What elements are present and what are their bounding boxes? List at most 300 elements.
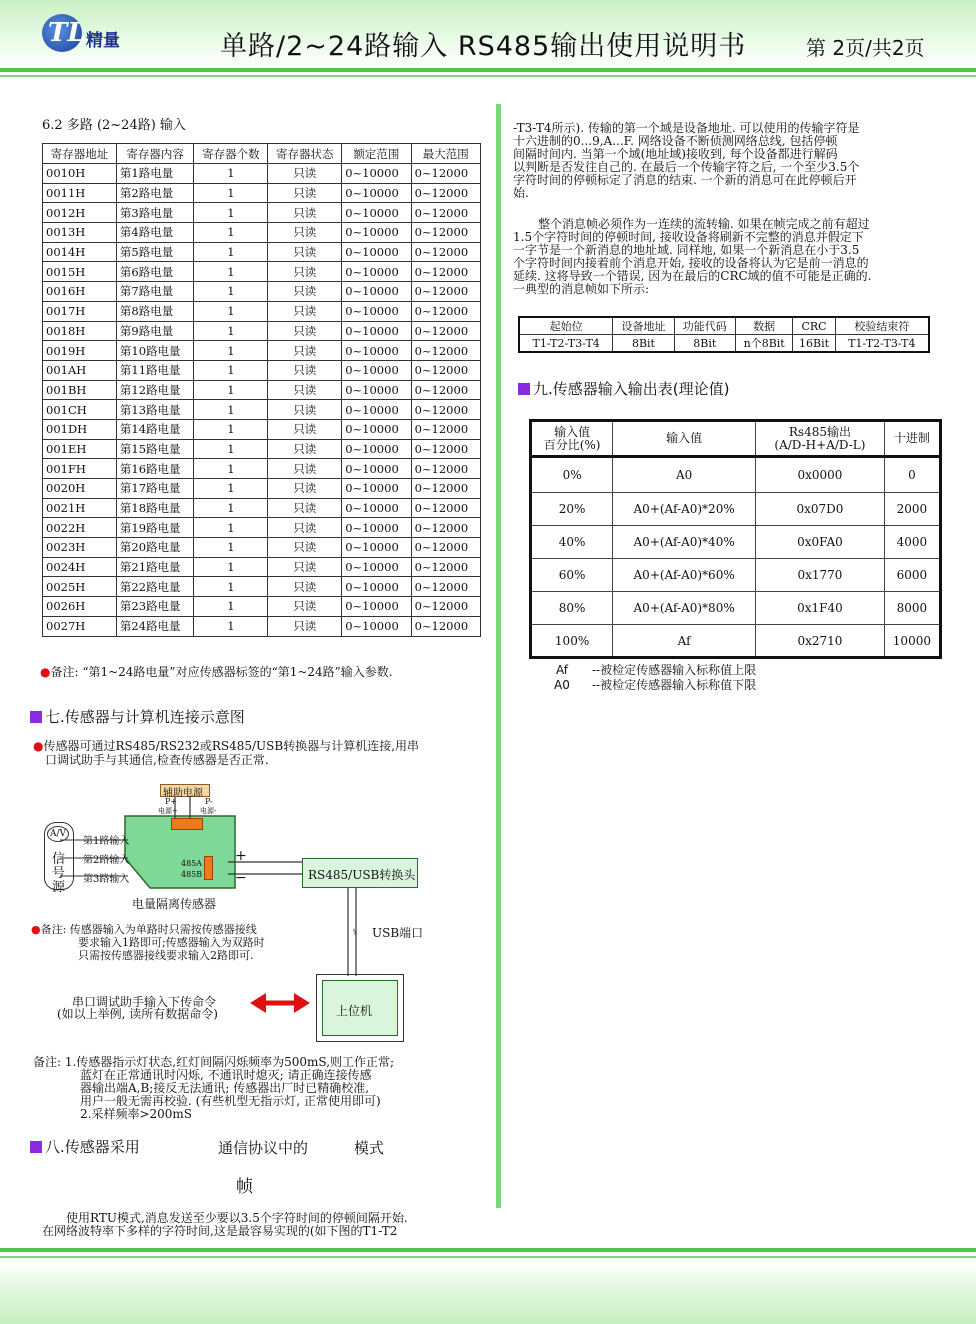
register-col-header: 寄存器状态 bbox=[268, 144, 342, 164]
para2-line3: 一字节是一个新消息的地址域. 同样地, 如果一个新消息在小于3.5 bbox=[513, 243, 860, 257]
register-cell: 第15路电量 bbox=[116, 439, 194, 459]
section-8-title: 八.传感器采用 bbox=[30, 1136, 140, 1157]
register-cell: 001CH bbox=[43, 400, 117, 420]
conversion-row bbox=[531, 625, 941, 658]
conversion-cell: 8000 bbox=[884, 592, 940, 625]
io-conversion-table bbox=[529, 419, 942, 659]
register-col-header: 最大范围 bbox=[411, 144, 480, 164]
register-cell: 1 bbox=[194, 282, 268, 302]
register-cell: 0015H bbox=[43, 262, 117, 282]
register-cell: 0019H bbox=[43, 341, 117, 361]
logo-icon: TL bbox=[42, 14, 82, 52]
register-cell: 只读 bbox=[268, 479, 342, 499]
source-char-3: 源 bbox=[52, 880, 66, 895]
conversion-cell: 0x1F40 bbox=[756, 592, 885, 625]
conversion-header-line: 百分比(%) bbox=[543, 437, 601, 452]
register-row bbox=[43, 459, 481, 479]
register-cell: 0~12000 bbox=[411, 380, 480, 400]
register-cell: 第3路电量 bbox=[116, 203, 194, 223]
body-8-line2: 在网络波特率下多样的字符时间,这是最容易实现的(如下图的T1-T2 bbox=[42, 1224, 398, 1238]
register-cell: 0~12000 bbox=[411, 419, 480, 439]
register-cell: 1 bbox=[194, 183, 268, 203]
register-row bbox=[43, 380, 481, 400]
conversion-cell: A0+(Af-A0)*80% bbox=[613, 592, 756, 625]
register-cell: 1 bbox=[194, 360, 268, 380]
register-cell: 0~12000 bbox=[411, 301, 480, 321]
register-cell: 只读 bbox=[268, 242, 342, 262]
section-8-title-end: 模式 bbox=[354, 1139, 385, 1157]
register-col-header: 寄存器地址 bbox=[43, 144, 117, 164]
frame-value-cell: 16Bit bbox=[793, 335, 835, 353]
frame-header-cell: 设备地址 bbox=[613, 317, 674, 335]
register-cell: 0~12000 bbox=[411, 557, 480, 577]
note-indicator-5: 2.采样频率>200mS bbox=[80, 1107, 193, 1121]
conversion-header-cell bbox=[756, 421, 885, 457]
register-cell: 0~12000 bbox=[411, 262, 480, 282]
frame-value-cell: T1-T2-T3-T4 bbox=[835, 335, 929, 353]
register-cell: 0~12000 bbox=[411, 164, 480, 184]
footer-rule-thin bbox=[0, 1256, 976, 1258]
register-cell: 第9路电量 bbox=[116, 321, 194, 341]
message-frame-table bbox=[518, 316, 930, 353]
conversion-cell: A0+(Af-A0)*60% bbox=[613, 559, 756, 592]
register-cell: 1 bbox=[194, 557, 268, 577]
register-row bbox=[43, 242, 481, 262]
register-cell: 1 bbox=[194, 223, 268, 243]
register-cell: 0~12000 bbox=[411, 538, 480, 558]
legend-a0-text: --被检定传感器输入标称值下限 bbox=[592, 678, 757, 692]
register-cell: 0~12000 bbox=[411, 400, 480, 420]
note-indicator-3: 器输出端A,B;接反无法通讯; 传感器出厂时已精确校准, bbox=[80, 1081, 370, 1095]
register-cell: 0~12000 bbox=[411, 597, 480, 617]
register-cell: 0027H bbox=[43, 616, 117, 636]
register-cell: 001AH bbox=[43, 360, 117, 380]
register-row bbox=[43, 439, 481, 459]
para1-line6: 始. bbox=[513, 186, 529, 200]
register-col-header: 寄存器内容 bbox=[116, 144, 194, 164]
column-divider bbox=[496, 104, 501, 1208]
converter-label: RS485/USB转换头 bbox=[308, 868, 416, 882]
input-2-label: 第2路输入 bbox=[83, 855, 130, 866]
register-row bbox=[43, 164, 481, 184]
frame-header-cell: 数据 bbox=[735, 317, 792, 335]
register-row bbox=[43, 498, 481, 518]
register-cell: 1 bbox=[194, 518, 268, 538]
conversion-header-cell bbox=[884, 421, 940, 457]
frame-value-cell: 8Bit bbox=[674, 335, 735, 353]
rs485-terminal bbox=[204, 856, 213, 880]
command-line1: 串口调试助手输入下传命令 bbox=[72, 995, 217, 1009]
p-plus-sub: 电源+ bbox=[158, 807, 178, 815]
register-cell: 只读 bbox=[268, 223, 342, 243]
register-cell: 0~10000 bbox=[342, 262, 411, 282]
frame-header-cell: CRC bbox=[793, 317, 835, 335]
register-cell: 0~12000 bbox=[411, 577, 480, 597]
frame-value-cell: n个8Bit bbox=[735, 335, 792, 353]
register-cell: 第24路电量 bbox=[116, 616, 194, 636]
conversion-row bbox=[531, 592, 941, 625]
register-cell: 001DH bbox=[43, 419, 117, 439]
conversion-row bbox=[531, 457, 941, 493]
frame-header-row bbox=[519, 317, 929, 335]
bullet-icon: ● bbox=[40, 665, 51, 679]
register-cell: 0~12000 bbox=[411, 498, 480, 518]
register-cell: 1 bbox=[194, 419, 268, 439]
register-cell: 0~10000 bbox=[342, 577, 411, 597]
register-cell: 0012H bbox=[43, 203, 117, 223]
section-7-line1: ●传感器可通过RS485/RS232或RS485/USB转换器与计算机连接,用串 bbox=[33, 739, 420, 753]
note-wiring-3: 只需按传感器接线要求输入2路即可. bbox=[78, 949, 254, 962]
register-cell: 0010H bbox=[43, 164, 117, 184]
register-cell: 0~10000 bbox=[342, 439, 411, 459]
conversion-cell: 0x0FA0 bbox=[756, 526, 885, 559]
register-row bbox=[43, 419, 481, 439]
register-cell: 只读 bbox=[268, 360, 342, 380]
register-cell: 1 bbox=[194, 164, 268, 184]
register-cell: 0~12000 bbox=[411, 616, 480, 636]
section-8-title-mid: 通信协议中的 bbox=[218, 1139, 309, 1157]
register-cell: 0018H bbox=[43, 321, 117, 341]
register-cell: 0~10000 bbox=[342, 183, 411, 203]
para1-line5: 字符时间的停顿标定了消息的结束. 一个新的消息可在此停顿后开 bbox=[513, 173, 857, 187]
p-plus-label: P+ bbox=[165, 797, 178, 806]
conversion-cell: 60% bbox=[531, 559, 613, 592]
register-cell: 只读 bbox=[268, 419, 342, 439]
register-row bbox=[43, 262, 481, 282]
register-cell: 只读 bbox=[268, 341, 342, 361]
port-485a: 485A bbox=[181, 859, 203, 868]
conversion-header-cell bbox=[531, 421, 613, 457]
register-cell: 0~12000 bbox=[411, 203, 480, 223]
conversion-header-line: 输入值 bbox=[554, 424, 591, 439]
register-cell: 1 bbox=[194, 459, 268, 479]
conversion-cell: 100% bbox=[531, 625, 613, 658]
register-cell: 1 bbox=[194, 616, 268, 636]
register-col-header: 额定范围 bbox=[342, 144, 411, 164]
conversion-cell: 2000 bbox=[884, 493, 940, 526]
p-minus-label: P- bbox=[205, 797, 213, 806]
register-cell: 0~10000 bbox=[342, 301, 411, 321]
note-indicator-2: 蓝灯在正常通讯时闪烁, 不通讯时熄灭; 请正确连接传感 bbox=[80, 1068, 372, 1082]
register-cell: 1 bbox=[194, 597, 268, 617]
register-cell: 只读 bbox=[268, 282, 342, 302]
register-cell: 0016H bbox=[43, 282, 117, 302]
register-cell: 第4路电量 bbox=[116, 223, 194, 243]
register-cell: 001BH bbox=[43, 380, 117, 400]
note-wiring-2: 要求输入1路即可;传感器输入为双路时 bbox=[78, 936, 265, 949]
note-channels: ●备注: “第1~24路电量”对应传感器标签的“第1~24路”输入参数. bbox=[40, 665, 393, 679]
register-cell: 0013H bbox=[43, 223, 117, 243]
register-cell: 0017H bbox=[43, 301, 117, 321]
register-cell: 只读 bbox=[268, 597, 342, 617]
para2-line1: 整个消息帧必须作为一连续的流转输. 如果在帧完成之前有超过 bbox=[538, 217, 870, 231]
register-table-header bbox=[43, 144, 481, 164]
register-cell: 0~12000 bbox=[411, 321, 480, 341]
register-cell: 第7路电量 bbox=[116, 282, 194, 302]
register-cell: 第6路电量 bbox=[116, 262, 194, 282]
square-bullet-icon bbox=[518, 383, 530, 395]
usb-port-label: USB端口 bbox=[372, 926, 424, 940]
register-cell: 只读 bbox=[268, 518, 342, 538]
register-cell: 0020H bbox=[43, 479, 117, 499]
register-cell: 只读 bbox=[268, 321, 342, 341]
header-rule bbox=[0, 68, 976, 72]
usb-icon: ⑊ bbox=[352, 928, 358, 938]
register-cell: 0~10000 bbox=[342, 597, 411, 617]
note-wiring-1: ●备注: 传感器输入为单路时只需按传感器接线 bbox=[31, 923, 257, 936]
register-row bbox=[43, 203, 481, 223]
source-char-1: 信 bbox=[52, 852, 66, 867]
conversion-row bbox=[531, 559, 941, 592]
square-bullet-icon bbox=[30, 711, 42, 723]
conversion-cell: A0+(Af-A0)*20% bbox=[613, 493, 756, 526]
register-cell: 0~10000 bbox=[342, 538, 411, 558]
register-cell: 0~12000 bbox=[411, 479, 480, 499]
command-line2: (如以上举例, 读所有数据命令) bbox=[57, 1007, 218, 1021]
frame-header-cell: 起始位 bbox=[519, 317, 613, 335]
register-cell: 1 bbox=[194, 439, 268, 459]
register-row bbox=[43, 557, 481, 577]
register-cell: 0021H bbox=[43, 498, 117, 518]
register-cell: 1 bbox=[194, 479, 268, 499]
conversion-cell: 4000 bbox=[884, 526, 940, 559]
input-1-label: 第1路输入 bbox=[83, 836, 130, 847]
register-cell: 只读 bbox=[268, 616, 342, 636]
conversion-cell: 0x1770 bbox=[756, 559, 885, 592]
host-label: 上位机 bbox=[336, 1004, 373, 1018]
register-cell: 0~10000 bbox=[342, 616, 411, 636]
conversion-header-line: Rs485输出 bbox=[788, 424, 851, 439]
para2-line4: 个字符时间内接着前个消息开始, 接收的设备将认为它是前一消息的 bbox=[513, 256, 869, 270]
register-cell: 0~10000 bbox=[342, 203, 411, 223]
conversion-cell: 40% bbox=[531, 526, 613, 559]
register-cell: 0~10000 bbox=[342, 479, 411, 499]
register-row bbox=[43, 616, 481, 636]
register-cell: 1 bbox=[194, 301, 268, 321]
para2-line6: 一典型的消息帧如下所示: bbox=[513, 282, 650, 296]
conversion-cell: 0x07D0 bbox=[756, 493, 885, 526]
page-number: 第 2页/共2页 bbox=[806, 36, 925, 60]
register-cell: 0025H bbox=[43, 577, 117, 597]
register-cell: 第17路电量 bbox=[116, 479, 194, 499]
register-cell: 1 bbox=[194, 262, 268, 282]
section-7-title: 七.传感器与计算机连接示意图 bbox=[30, 706, 245, 727]
sensor-label: 电量隔离传感器 bbox=[132, 897, 217, 911]
bullet-icon: ● bbox=[31, 923, 41, 936]
register-row bbox=[43, 223, 481, 243]
register-row bbox=[43, 301, 481, 321]
register-cell: 只读 bbox=[268, 577, 342, 597]
register-cell: 1 bbox=[194, 203, 268, 223]
register-cell: 0~10000 bbox=[342, 321, 411, 341]
header-rule-thin bbox=[0, 75, 976, 77]
register-row bbox=[43, 479, 481, 499]
source-char-2: 号 bbox=[52, 866, 66, 881]
frame-header-cell: 校验结束符 bbox=[835, 317, 929, 335]
bullet-icon: ● bbox=[33, 739, 44, 753]
register-cell: 1 bbox=[194, 341, 268, 361]
register-row bbox=[43, 282, 481, 302]
conversion-header-row bbox=[531, 421, 941, 457]
register-cell: 第22路电量 bbox=[116, 577, 194, 597]
register-row bbox=[43, 321, 481, 341]
conversion-cell: 0% bbox=[531, 457, 613, 493]
register-table bbox=[42, 143, 481, 637]
conversion-header-line: (A/D-H+A/D-L) bbox=[774, 437, 866, 452]
register-cell: 只读 bbox=[268, 183, 342, 203]
register-cell: 1 bbox=[194, 577, 268, 597]
register-cell: 0~12000 bbox=[411, 282, 480, 302]
register-cell: 只读 bbox=[268, 301, 342, 321]
register-cell: 第14路电量 bbox=[116, 419, 194, 439]
register-cell: 0~12000 bbox=[411, 360, 480, 380]
para1-line4: 以判断是否发往自己的. 在最后一个传输字符之后, 一个至少3.5个 bbox=[513, 160, 860, 174]
register-cell: 第13路电量 bbox=[116, 400, 194, 420]
register-cell: 1 bbox=[194, 400, 268, 420]
register-row bbox=[43, 341, 481, 361]
legend-a0-symbol: A0 bbox=[554, 678, 570, 692]
register-cell: 1 bbox=[194, 380, 268, 400]
register-cell: 第16路电量 bbox=[116, 459, 194, 479]
section-8-frame: 帧 bbox=[236, 1177, 253, 1197]
register-cell: 0024H bbox=[43, 557, 117, 577]
register-cell: 第8路电量 bbox=[116, 301, 194, 321]
legend-af-symbol: Af bbox=[556, 663, 569, 677]
register-cell: 0011H bbox=[43, 183, 117, 203]
plus-sign: + bbox=[235, 848, 247, 864]
company-logo bbox=[42, 14, 132, 54]
register-cell: 0~10000 bbox=[342, 557, 411, 577]
conversion-cell: 6000 bbox=[884, 559, 940, 592]
para1-line2: 十六进制的0...9,A...F. 网络设备不断侦测网络总线, 包括停顿 bbox=[513, 134, 838, 148]
register-row bbox=[43, 538, 481, 558]
input-3-label: 第3路输入 bbox=[83, 874, 130, 885]
register-cell: 第2路电量 bbox=[116, 183, 194, 203]
frame-header-cell: 功能代码 bbox=[674, 317, 735, 335]
legend-af-text: --被检定传感器输入标称值上限 bbox=[592, 663, 757, 677]
register-cell: 只读 bbox=[268, 380, 342, 400]
register-cell: 1 bbox=[194, 242, 268, 262]
register-cell: 第23路电量 bbox=[116, 597, 194, 617]
conversion-cell: 0 bbox=[884, 457, 940, 493]
conversion-header-line: 十进制 bbox=[893, 431, 930, 445]
register-cell: 只读 bbox=[268, 557, 342, 577]
register-cell: 0~12000 bbox=[411, 341, 480, 361]
footer-rule bbox=[0, 1248, 976, 1252]
frame-value-row bbox=[519, 335, 929, 353]
register-row bbox=[43, 183, 481, 203]
frame-value-cell: T1-T2-T3-T4 bbox=[519, 335, 613, 353]
register-cell: 0~10000 bbox=[342, 400, 411, 420]
register-cell: 0~10000 bbox=[342, 282, 411, 302]
register-cell: 0~12000 bbox=[411, 518, 480, 538]
conversion-row bbox=[531, 526, 941, 559]
register-cell: 只读 bbox=[268, 164, 342, 184]
register-row bbox=[43, 518, 481, 538]
body-8-line1: 使用RTU模式,消息发送至少要以3.5个字符时间的停顿间隔开始. bbox=[66, 1211, 408, 1225]
register-cell: 0~12000 bbox=[411, 439, 480, 459]
document-title: 单路/2~24路输入 RS485输出使用说明书 bbox=[220, 31, 747, 62]
register-cell: 第1路电量 bbox=[116, 164, 194, 184]
register-cell: 0023H bbox=[43, 538, 117, 558]
register-cell: 0~10000 bbox=[342, 223, 411, 243]
register-cell: 0~10000 bbox=[342, 419, 411, 439]
register-cell: 第19路电量 bbox=[116, 518, 194, 538]
logo-text: 精量 bbox=[86, 31, 120, 51]
av-icon: A/V bbox=[47, 826, 69, 842]
register-cell: 只读 bbox=[268, 262, 342, 282]
register-cell: 0~10000 bbox=[342, 380, 411, 400]
register-cell: 只读 bbox=[268, 459, 342, 479]
register-cell: 0014H bbox=[43, 242, 117, 262]
register-cell: 0~10000 bbox=[342, 242, 411, 262]
conversion-header-cell bbox=[613, 421, 756, 457]
register-cell: 第21路电量 bbox=[116, 557, 194, 577]
conversion-cell: Af bbox=[613, 625, 756, 658]
register-cell: 第10路电量 bbox=[116, 341, 194, 361]
register-cell: 第12路电量 bbox=[116, 380, 194, 400]
register-cell: 0~10000 bbox=[342, 518, 411, 538]
register-cell: 1 bbox=[194, 321, 268, 341]
register-cell: 只读 bbox=[268, 498, 342, 518]
conversion-cell: 80% bbox=[531, 592, 613, 625]
register-cell: 0~10000 bbox=[342, 459, 411, 479]
register-cell: 0022H bbox=[43, 518, 117, 538]
register-cell: 第20路电量 bbox=[116, 538, 194, 558]
note-indicator-1: 备注: 1.传感器指示灯状态,红灯间隔闪烁频率为500mS,则工作正常; bbox=[33, 1055, 395, 1069]
conversion-cell: 0x2710 bbox=[756, 625, 885, 658]
conversion-cell: A0 bbox=[613, 457, 756, 493]
register-cell: 0~10000 bbox=[342, 360, 411, 380]
register-cell: 0~10000 bbox=[342, 164, 411, 184]
p-minus-sub: 电源- bbox=[200, 807, 217, 815]
conversion-cell: 0x0000 bbox=[756, 457, 885, 493]
frame-value-cell: 8Bit bbox=[613, 335, 674, 353]
register-cell: 0~10000 bbox=[342, 341, 411, 361]
square-bullet-icon bbox=[30, 1141, 42, 1153]
conversion-cell: 10000 bbox=[884, 625, 940, 658]
register-cell: 0026H bbox=[43, 597, 117, 617]
footer-band bbox=[0, 1262, 976, 1324]
register-cell: 第18路电量 bbox=[116, 498, 194, 518]
para1-line3: 间隔时间内. 当第一个域(地址域)接收到, 每个设备都进行解码 bbox=[513, 147, 838, 161]
register-cell: 0~12000 bbox=[411, 459, 480, 479]
section-9-title: 九.传感器输入输出表(理论值) bbox=[518, 378, 729, 399]
register-cell: 第5路电量 bbox=[116, 242, 194, 262]
register-cell: 只读 bbox=[268, 538, 342, 558]
register-row bbox=[43, 360, 481, 380]
register-cell: 0~12000 bbox=[411, 242, 480, 262]
para2-line5: 延续. 这将导致一个错误, 因为在最后的CRC域的值不可能是正确的. bbox=[513, 269, 872, 283]
para2-line2: 1.5个字符时间的停顿时间, 接收设备将刷新不完整的消息并假定下 bbox=[513, 230, 864, 244]
register-cell: 001FH bbox=[43, 459, 117, 479]
register-cell: 0~12000 bbox=[411, 183, 480, 203]
conversion-row bbox=[531, 493, 941, 526]
note-indicator-4: 用户一般无需再校验. (有些机型无指示灯, 正常使用即可) bbox=[80, 1094, 381, 1108]
section-7-line2: 口调试助手与其通信,检查传感器是否正常. bbox=[45, 753, 269, 767]
register-cell: 001EH bbox=[43, 439, 117, 459]
port-485b: 485B bbox=[181, 870, 203, 879]
conversion-cell: 20% bbox=[531, 493, 613, 526]
register-cell: 1 bbox=[194, 538, 268, 558]
register-cell: 第11路电量 bbox=[116, 360, 194, 380]
register-cell: 只读 bbox=[268, 400, 342, 420]
register-cell: 1 bbox=[194, 498, 268, 518]
power-terminal bbox=[171, 818, 203, 830]
register-cell: 只读 bbox=[268, 203, 342, 223]
minus-sign: − bbox=[235, 870, 247, 886]
conversion-cell: A0+(Af-A0)*40% bbox=[613, 526, 756, 559]
